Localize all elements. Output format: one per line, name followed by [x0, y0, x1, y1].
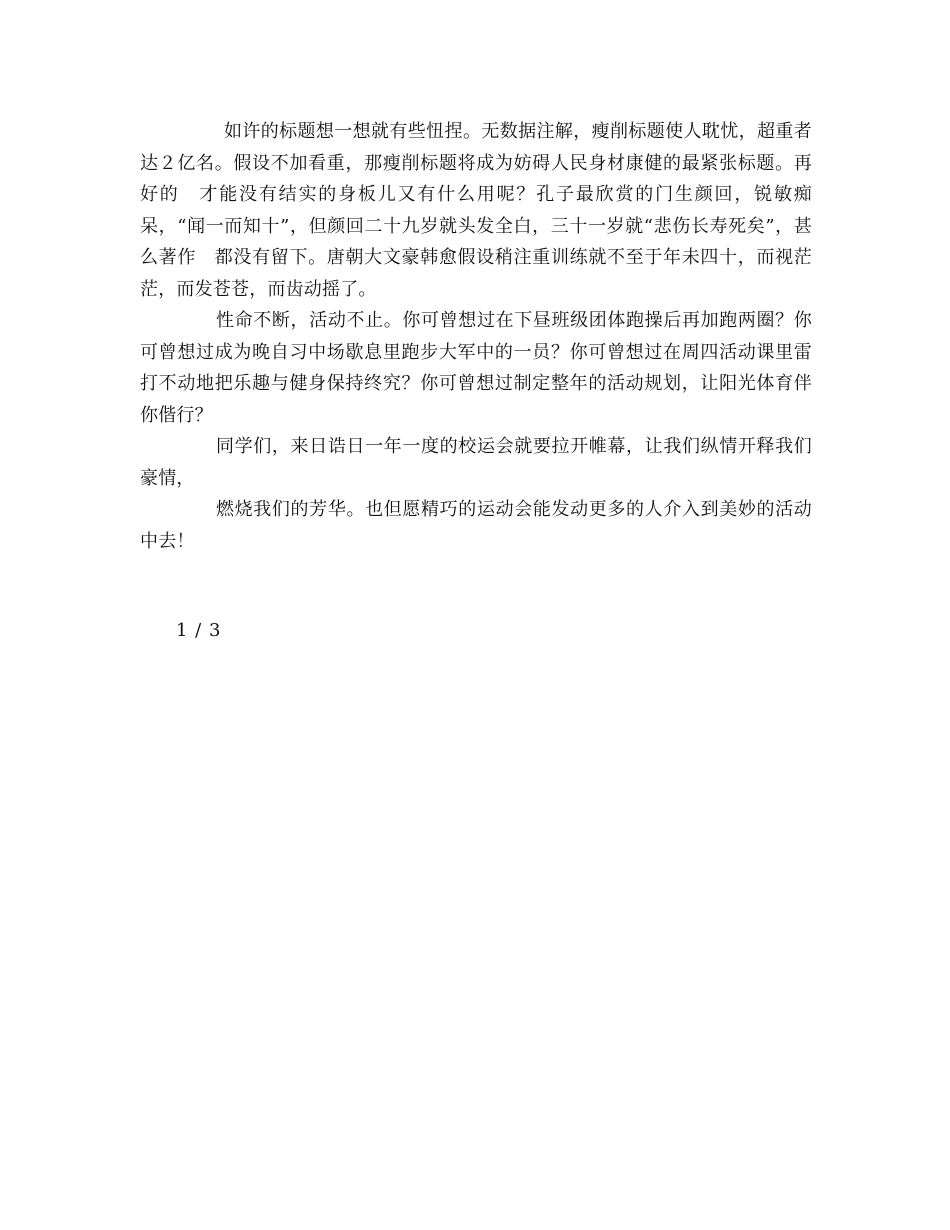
document-body [140, 116, 812, 557]
page-number: 1 / 3 [176, 620, 222, 641]
paragraph-sports-meet: 同学们，来日诰日一年一度的校运会就要拉开帷幕，让我们纵情开释我们豪情， [140, 436, 812, 489]
paragraph-life-exercise: 性命不断，活动不止。你可曾想过在下昼班级团体跑操后再加跑两圈？你可曾想过成为晚自习中场歇息里跑步大军中的一员？你可曾想过在周四活动课里雷打不动地把乐趣与健身保持终究？你可曾想过制定整年的活动规划，让阳光体育伴你偕行？ [140, 310, 812, 426]
paragraph-closing: 燃烧我们的芳华。也但愿精巧的运动会能发动更多的人介入到美妙的活动中去！ [140, 499, 812, 552]
paragraph-weight-problem: 如许的标题想一想就有些忸捏。无数据注解，瘦削标题使人耽忧，超重者达２亿名。假设不加看重，那瘦削标题将成为妨碍人民身材康健的最紧张标题。再好的 才能没有结实的身板儿又有什么用呢？孔子最欣赏的门生颜回，锐敏痴呆，“闻一而知十”，但颜回二十九岁就头发全白，三十一岁就“悲伤长寿死矣”，甚么著作 都没有留下。唐朝大文豪韩愈假设稍注重训练就不至于年未四十，而视茫茫，而发苍苍，而齿动摇了。 [140, 121, 812, 300]
